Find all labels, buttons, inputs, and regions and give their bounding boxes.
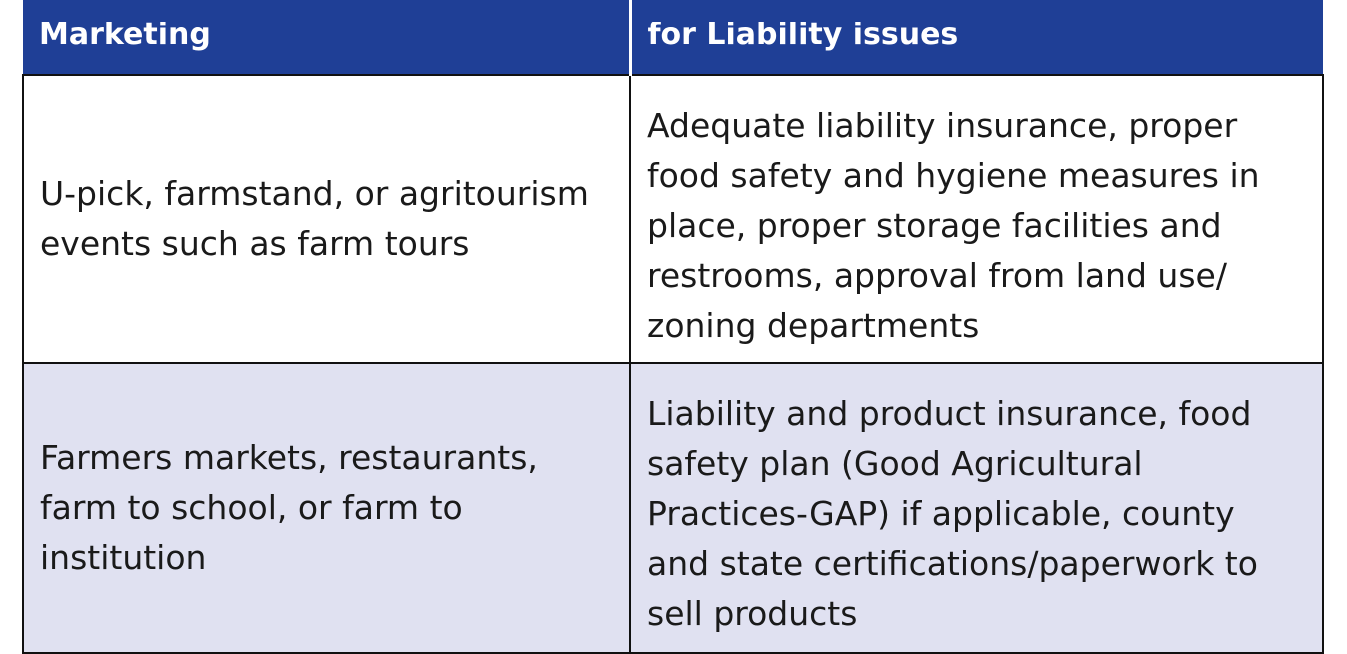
- table-row: [23, 75, 1323, 363]
- header-cell-marketing: [23, 0, 630, 75]
- liability-table: [22, 0, 1322, 654]
- liability-table-grid: [22, 0, 1324, 654]
- table-header-row: [23, 0, 1323, 75]
- considerations-text: Adequate liability insurance, proper food safety and hygiene measures in place, proper storage facilities and restrooms, approval from land use/ zoning departments: [647, 106, 1260, 345]
- channel-text: U-pick, farmstand, or agritourism events such as farm tours: [40, 174, 589, 263]
- channel-cell: [23, 75, 630, 363]
- header-cell-liability: [630, 0, 1323, 75]
- considerations-cell: [630, 363, 1323, 653]
- channel-cell: [23, 363, 630, 653]
- header-label: for Liability issues: [647, 22, 959, 52]
- header-label: Marketing: [39, 22, 211, 52]
- table-row: [23, 363, 1323, 653]
- considerations-cell: [630, 75, 1323, 363]
- channel-text: Farmers markets, restaurants, farm to school, or farm to institution: [40, 438, 538, 577]
- considerations-text: Liability and product insurance, food safety plan (Good Agricultural Practices-GAP) if applicable, county and state certifications/paperwork to sell products: [647, 394, 1258, 633]
